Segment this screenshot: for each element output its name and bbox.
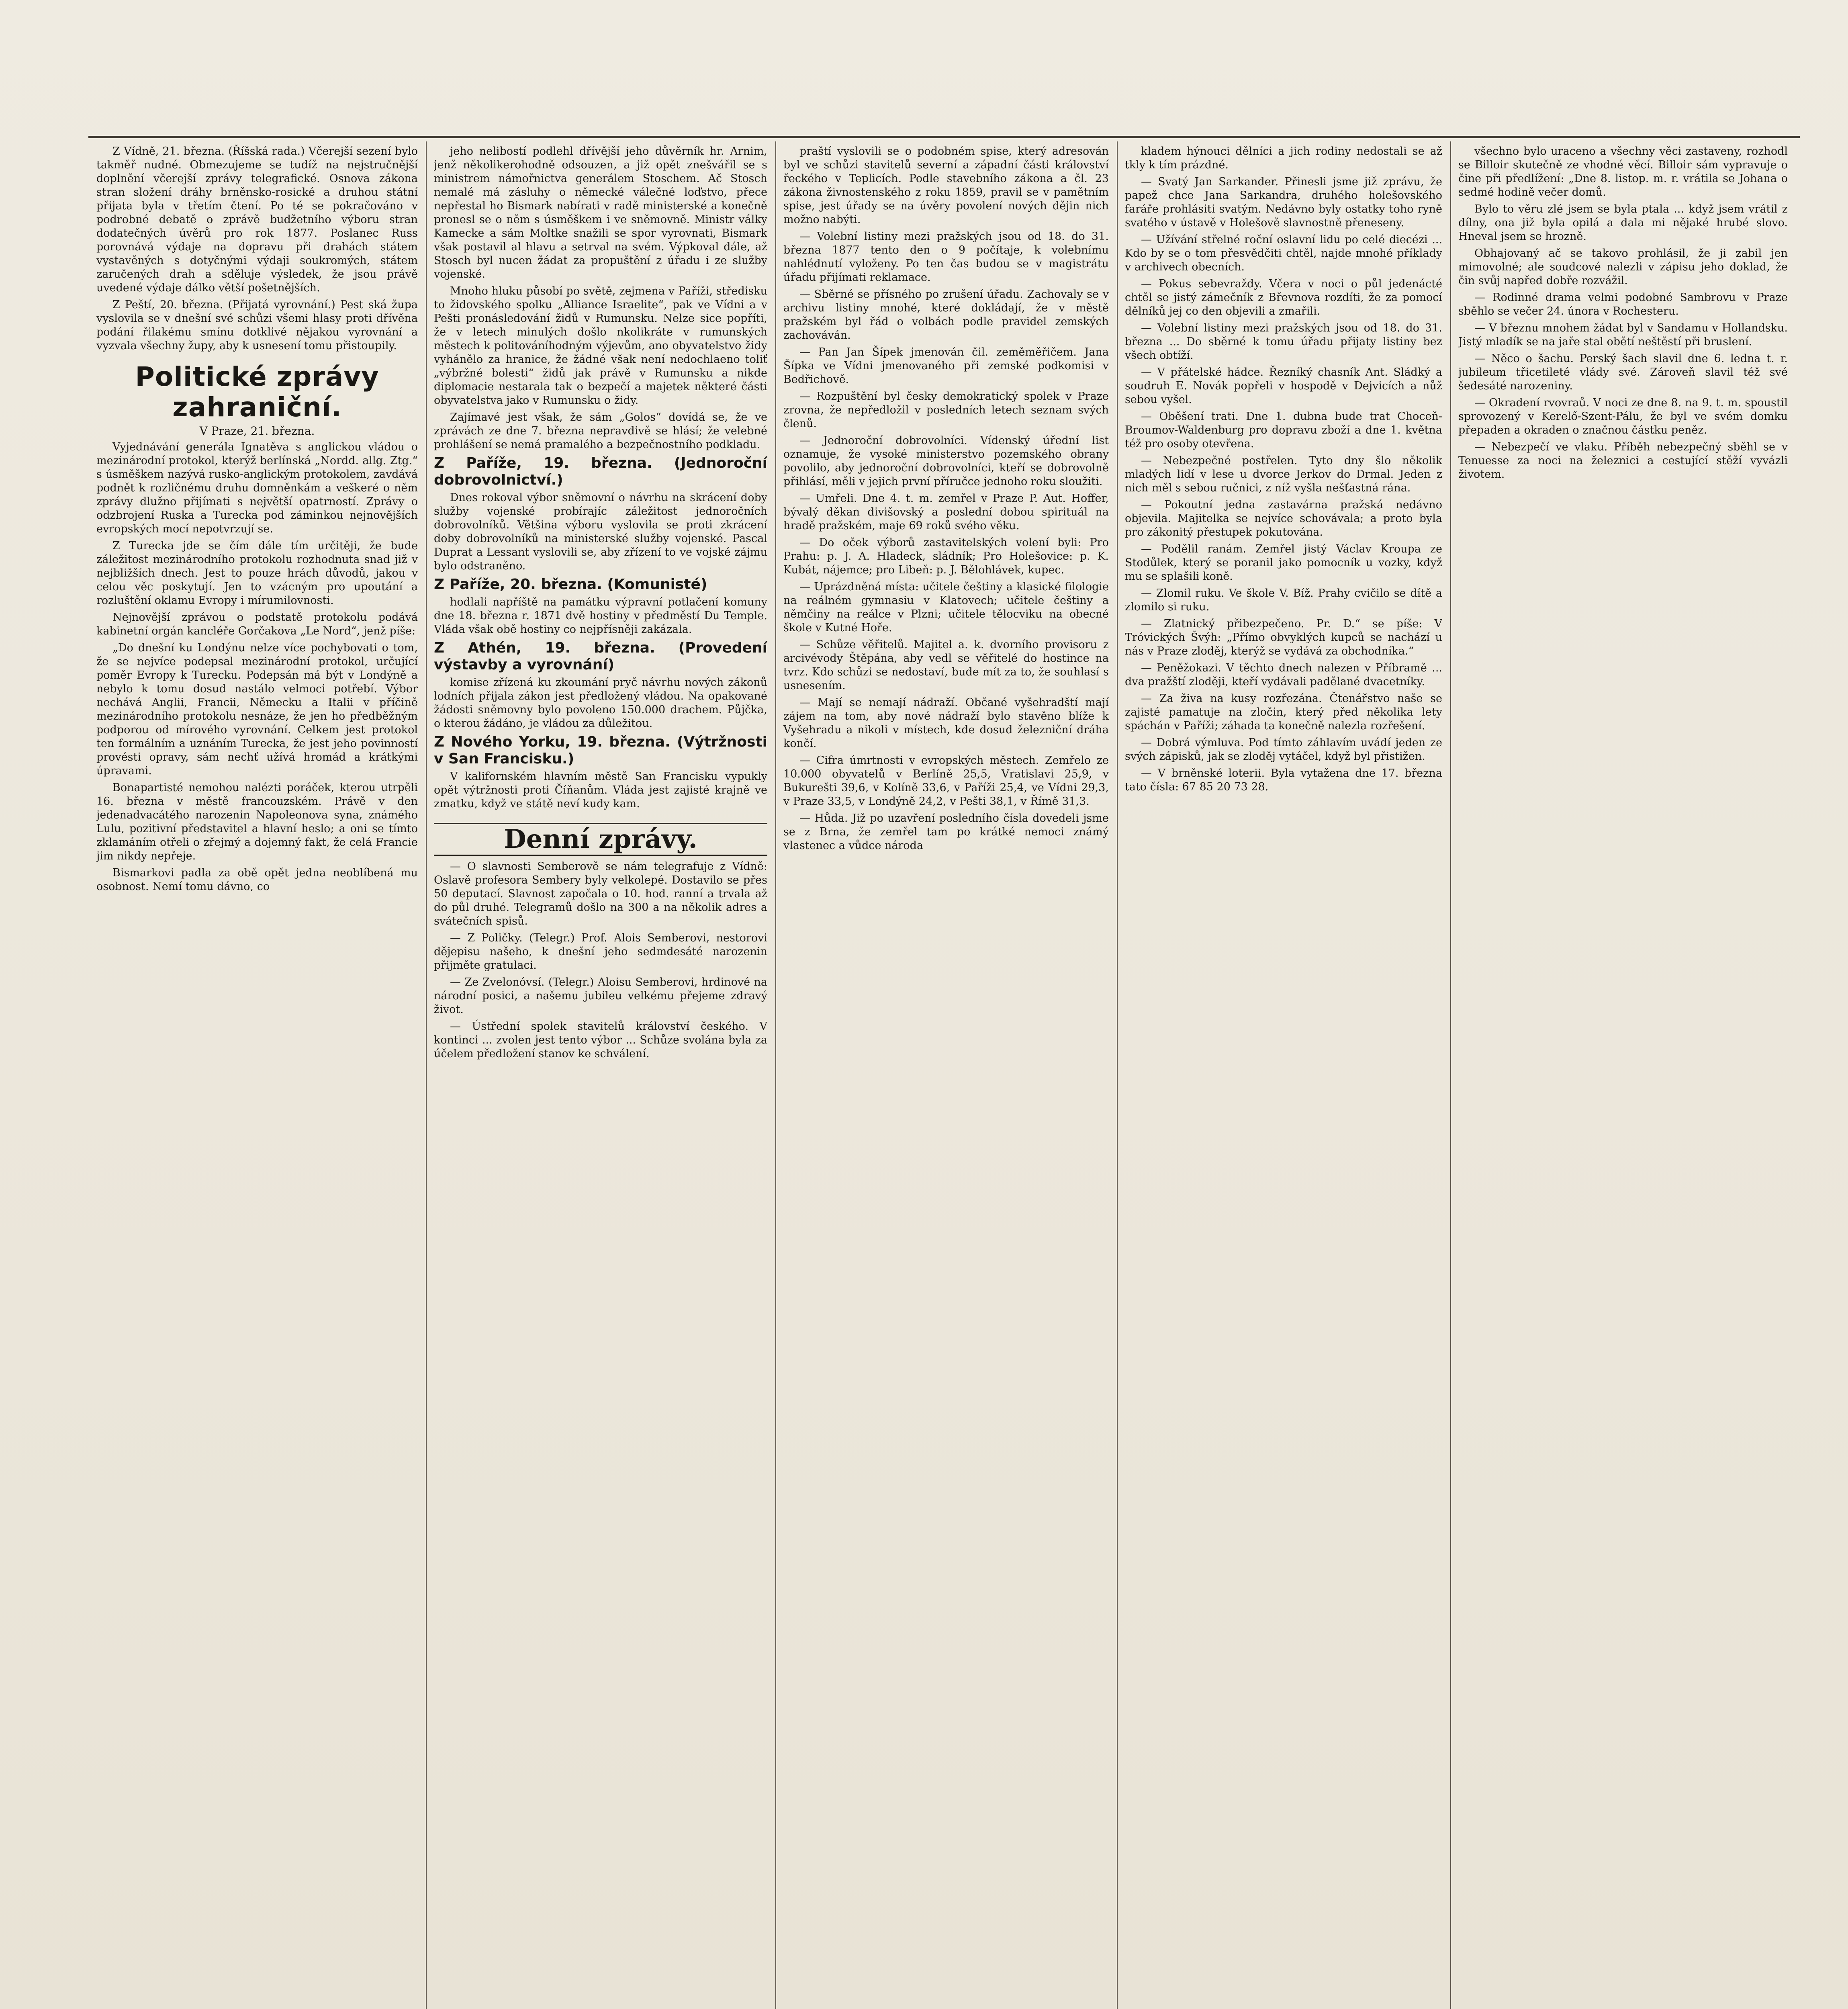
article-paragraph: — Hůda. Již po uzavření posledního čísla dovedeli jsme se z Brna, že zemřel tam po krátké nemoci známý vlastenec a vůdce národa (783, 812, 1109, 852)
article-paragraph: komise zřízená ku zkoumání pryč návrhu nových zákonů lodních přijala zákon jest předložený vládou. Na opakované žádosti sněmovny bylo povoleno 150.000 drachem. Půjčka, o kterou žádáno, je vládou za důležitou. (434, 676, 767, 730)
article-paragraph: — Dobrá výmluva. Pod tímto záhlavím uvádí jeden ze svých zápisků, jak se zloděj vytáčel, když byl přistižen. (1125, 736, 1442, 763)
article-paragraph: Bismarkovi padla za obě opět jedna neoblíbená mu osobnost. Nemí tomu dávno, co (96, 867, 418, 893)
article-paragraph: — Jednoroční dobrovolníci. Vídenský úřední list oznamuje, že vysoké ministerstvo pozemského obrany povolilo, aby jednoroční dobrovolníci, kteří se dobrovolně přihlásí, měli v jejich první příručce jednoho roku sloužiti. (783, 434, 1109, 488)
section-heading: Politické zprávy zahraniční. (135, 361, 379, 423)
column-rule (426, 141, 427, 2009)
article-paragraph: — Zlomil ruku. Ve škole V. Bíž. Prahy cvičilo se dítě a zlomilo si ruku. (1125, 587, 1442, 613)
dateline: V Praze, 21. března. (199, 424, 315, 438)
column-1 (96, 145, 418, 2009)
article-paragraph: — Ze Zvelonóvsí. (Telegr.) Aloisu Semberovi, hrdinové na národní posici, a našemu jubileu velkému přejeme zdravý život. (434, 976, 767, 1016)
article-paragraph: Z Peští, 20. března. (Přijatá vyrovnání.) Pest ská župa vyslovila se v dnešní své schůzi všemi hlasy proti dřívěna podání řilakému smínu dotklivé nějakou vyrovnání a vyzvala všechny župy, aby k usnesení tomu přistoupily. (96, 299, 418, 352)
column-rule (1450, 141, 1451, 2009)
column-5 (1458, 145, 1788, 2009)
dispatch-heading: Z Nového Yorku, 19. března. (Výtržnosti v San Francisku.) (434, 734, 767, 767)
article-paragraph: — V přátelské hádce. Řezníký chasník Ant. Sládký a soudruh E. Novák popřeli v hospodě v Dejvicích a nůž sebou vyšel. (1125, 366, 1442, 406)
article-paragraph: — Do oček výborů zastavitelských volení byli: Pro Prahu: p. J. A. Hladeck, sládník; Pro Holešovice: p. K. Kubát, nájemce; pro Libeň: p. J. Bělohlávek, kupec. (783, 536, 1109, 576)
article-paragraph: — V březnu mnohem žádat byl v Sandamu v Hollandsku. Jistý mladík se na jaře stal obětí neštěstí při bruslení. (1458, 322, 1788, 348)
article-paragraph: V kalifornském hlavním městě San Francisku vypukly opět výtržnosti proti Číňanům. Vláda jest zajisté krajně ve zmatku, když ve státě neví kudy kam. (434, 770, 767, 810)
article-paragraph: — Z Poličky. (Telegr.) Prof. Alois Semberovi, nestorovi dějepisu našeho, k dnešní jeho sedmdesáté narozenin přijměte gratulaci. (434, 932, 767, 972)
article-paragraph: Bonapartisté nemohou nalézti poráček, kterou utrpěli 16. března v městě francouzském. Právě v den jedenadvacátého narozenin Napoleonova syna, známého Lulu, pozitivní představitel a hlavní heslo; a oni se tímto zklamáním otřeli o zřejmý a dojemný fakt, že celá Francie jim nikdy nepřeje. (96, 782, 418, 862)
article-paragraph: — Rodinné drama velmi podobné Sambrovu v Praze sběhlo se večer 24. února v Rochesteru. (1458, 291, 1788, 317)
article-paragraph: Z Turecka jde se čím dále tím určitěji, že bude záležitost mezinárodního protokolu rozhodnuta snad již v nejbližších dnech. Jest to pouze hrách důvodů, jakou v celou věc poskytují. Jen to vzácným pro upoutání a rozluštění oklamu Evropy i mírumilovnosti. (96, 540, 418, 607)
article-paragraph: Zajímavé jest však, že sám „Golos“ dovídá se, že ve zprávách ze dne 7. března nepravdivě se hlásí; že velebné prohlášení se nemá pramalého a bezpečnostního podkladu. (434, 411, 767, 451)
article-paragraph: Vyjednávání generála Ignatěva s anglickou vládou o mezinárodní protokol, kterýž berlínská „Nordd. allg. Ztg.“ s úsměškem nazývá rusko-anglickým protokolem, zavdává podnět k rozličnému druhu domněnkám a veškeré o něm zprávy dlužno přijímati s největší opatrností. Zprávy o odzbrojení Ruska a Turecka pod záminkou nejnovějších evropských mocí nepotvrzují se. (96, 441, 418, 535)
top-rule (88, 136, 1800, 138)
article-paragraph: — O slavnosti Semberově se nám telegrafuje z Vídně: Oslavě profesora Sembery byly velkolepé. Dostavilo se přes 50 deputací. Slavnost započala o 10. hod. ranní a trvala až do půl druhé. Telegramů došlo na 300 a na několik adres a svátečních spisů. (434, 860, 767, 927)
article-paragraph: — Uprázdněná místa: učitele češtiny a klasické filologie na reálném gymnasiu v Klatovech; učitele češtiny a němčiny na reálce v Plzni; učitele tělocviku na obecné škole v Kutné Hoře. (783, 581, 1109, 634)
article-paragraph: Bylo to věru zlé jsem se byla ptala ... když jsem vrátil z dílny, ona již byla opilá a dala mi nějaké hrubé slovo. Hneval jsem se hrozně. (1458, 203, 1788, 243)
article-paragraph: Z Vídně, 21. března. (Říšská rada.) Včerejší sezení bylo takměř nudné. Obmezujeme se tudíž na nejstručnější doplnění včerejší zprávy telegrafické. Osnova zákona stran složení dráhy brněnsko-rosické a druhou státní přijata byla v třetím čtení. Po té se pokračováno v podrobné debatě o zprávě budžetního výboru stran dodatečných úvěrů pro rok 1877. Poslanec Russ porovnává výdaje na dopravu při drahách státem vystavěných s dotyčnými výdaji soukromých, státem zaručených drah a sděluje výsledek, že jsou právě uvedené výdaje dálko větší pošetnějších. (96, 145, 418, 294)
dispatch-heading: Z Paříže, 20. března. (Komunisté) (434, 576, 707, 593)
article-paragraph: — Zlatnický přibezpečeno. Pr. D.“ se píše: V Tróvických Švýh: „Přímo obvyklých kupců se nachází u nás v Praze zloděj, kterýž se vydává za obchodníka.“ (1125, 618, 1442, 657)
dispatch-heading: Z Paříže, 19. března. (Jednoroční dobrovolnictví.) (434, 455, 767, 488)
column-rule (775, 141, 776, 2009)
section-heading: Denní zprávy. (434, 823, 767, 856)
article-paragraph: „Do dnešní ku Londýnu nelze více pochybovati o tom, že se nejvíce podepsal mezinárodní protokol, určující poměr Evropy k Turecku. Podepsán má být v Londýně a nebylo k tomu dosud nastálo velmoci potřebí. Výbor nechává Anglii, Francii, Německu a Italii v příčině mezinárodního protokolu nesnáze, že jen ho předběžným podporou od mírového vyrovnání. Celkem jest protokol ten formálním a uznáním Turecka, že jest jeho povinností provésti opravy, sám nechť užívá hromád a krátkými úpravami. (96, 642, 418, 777)
article-paragraph: — Sběrné se přísného po zrušení úřadu. Zachovaly se v archivu listiny mnohé, které dokládají, že v městě pražském byl řád o volbách podle pravidel zemských zachováván. (783, 288, 1109, 342)
article-paragraph: praští vyslovili se o podobném spise, který adresován byl ve schůzi stavitelů severní a západní části království řeckého v Teplicích. Podle stavebního zákona a čl. 23 zákona živnostenského z roku 1859, pravil se v pamětním spise, jest úřady se na úvěry povolení nových dějin nich možno nabýti. (783, 145, 1109, 226)
article-paragraph: — Svatý Jan Sarkander. Přinesli jsme již zprávu, že papež chce Jana Sarkandra, druhého holešovského faráře prohlásiti svatým. Nedávno byly ostatky toho ryně svatého v ústavě v Holešově slavnostně přeneseny. (1125, 176, 1442, 229)
article-paragraph: — Nebezpečné postřelen. Tyto dny šlo několik mladých lidí v lese u dvorce Jerkov do Drmal. Jeden z nich měl s sebou ručnici, z níž vyšla nešťastná rána. (1125, 454, 1442, 494)
article-paragraph: — Nebezpečí ve vlaku. Příběh nebezpečný sběhl se v Tenuesse za noci na železnici a cestující stěží vyvázli životem. (1458, 441, 1788, 481)
column-3 (783, 145, 1109, 2009)
column-4 (1125, 145, 1442, 2009)
article-paragraph: — Užívání střelné roční oslavní lidu po celé diecézi ... Kdo by se o tom přesvědčiti chtěl, najde mnohé příklady v archivech obecních. (1125, 233, 1442, 273)
article-paragraph: — Ústřední spolek stavitelů království českého. V kontinci ... zvolen jest tento výbor ... Schůze svolána byla za účelem předložení stanov ke schválení. (434, 1020, 767, 1060)
article-paragraph: všechno bylo uraceno a všechny věci zastaveny, rozhodl se Billoir skutečně ze vhodné věcí. Billoir sám vypravuje o čine při předlížení: „Dne 8. listop. m. r. vrátila se Johana o sedmé hodině večer domů. (1458, 145, 1788, 198)
article-paragraph: — Rozpuštění byl česky demokratický spolek v Praze zrovna, že nepředložil v posledních letech seznam svých členů. (783, 390, 1109, 430)
article-paragraph: Mnoho hluku působí po světě, zejmena v Paříži, středisku to židovského spolku „Alliance Israelite“, pak ve Vídni a v Pešti pronásledování židů v Rumunsku. Nelze sice popříti, že v letech minulých došlo nkolikráte v rumunských městech k politováníhodným výjevům, ano obyvatelstvo židy vyhánělo za hranice, že žádné však není nedochlaeno toliť „výbržné bolesti“ židů jak právě v Rumunsku a nikde diplomacie nestarala tak o bezpečí a majetek některé části obyvatelstva jako v Rumunsku o židy. (434, 285, 767, 407)
article-paragraph: — Umřeli. Dne 4. t. m. zemřel v Praze P. Aut. Hoffer, bývalý děkan divišovský a poslední dobou spirituál na hradě pražském, maje 69 roků svého věku. (783, 492, 1109, 532)
article-paragraph: — Něco o šachu. Perský šach slavil dne 6. ledna t. r. jubileum třicetileté vlády své. Zároveň slavil též své šedesáté narozeniny. (1458, 352, 1788, 392)
article-paragraph: — Cifra úmrtnosti v evropských městech. Zemřelo ze 10.000 obyvatelů v Berlíně 25,5, Vratislavi 25,9, v Bukurešti 39,6, v Kolíně 33,6, v Paříži 25,4, ve Vídni 29,3, v Praze 33,5, v Londýně 24,2, v Pešti 38,1, v Římě 31,3. (783, 754, 1109, 808)
article-paragraph: — V brněnské loterii. Byla vytažena dne 17. března tato čísla: 67 85 20 73 28. (1125, 767, 1442, 793)
article-paragraph: Obhajovaný ač se takovo prohlásil, že ji zabil jen mimovolné; ale soudcové nalezli v zápisu jeho doklad, že čin svůj napřed dobře rozvážil. (1458, 247, 1788, 287)
article-paragraph: — Schůze věřitelů. Majitel a. k. dvorního provisoru z arcivévody Štěpána, aby vedl se věřitelé do hostince na tvrz. Kdo schůzi se nedostaví, bude mít za to, že souhlasí s usnesením. (783, 638, 1109, 692)
article-paragraph: Nejnovější zprávou o podstatě protokolu podává kabinetní orgán kancléře Gorčakova „Le Nord“, jenž píše: (96, 611, 418, 637)
article-paragraph: — Volební listiny mezi pražských jsou od 18. do 31. března 1877 tento den o 9 počítaje, k volebnímu nahlédnutí vyloženy. Po ten čas budou se v magistrátu úřadu přijímati reklamace. (783, 230, 1109, 284)
article-paragraph: kladem hýnouci dělníci a jich rodiny nedostali se až tkly k tím prázdné. (1125, 145, 1442, 171)
article-paragraph: — Volební listiny mezi pražských jsou od 18. do 31. března ... Do sběrné k tomu úřadu přijaty listiny bez všech obtíží. (1125, 322, 1442, 362)
column-rule (1117, 141, 1118, 2009)
article-paragraph: — Mají se nemají nádraží. Občané vyšehradští mají zájem na tom, aby nové nádraží bylo stavěno blíže k Vyšehradu a nikoli v místech, kde dosud železniční dráha končí. (783, 696, 1109, 750)
article-paragraph: — Podělil ranám. Zemřel jistý Václav Kroupa ze Stodůlek, který se poranil jako pomocník u vozky, když mu se splašili koně. (1125, 543, 1442, 583)
column-2 (434, 145, 767, 2009)
article-paragraph: Dnes rokoval výbor sněmovní o návrhu na skrácení doby služby vojenské probírajíc záležitost jednoročních dobrovolníků. Většina výboru vyslovila se proti zkrácení doby dobrovolníků na ministerské služby vojenské. Pascal Duprat a Lessant vyslovili se, aby zřízení to ve vojské zájmu bylo odstraněno. (434, 491, 767, 572)
dispatch-heading: Z Athén, 19. března. (Provedení výstavby a vyrovnání) (434, 640, 767, 673)
article-paragraph: jeho nelibostí podlehl dřívější jeho důvěrník hr. Arnim, jenž několikerohodně odsouzen, a již opět znešvářil se s ministrem námořnictva generálem Stoschem. Ač Stosch nemalé má zásluhy o německé válečné loďstvo, přece nepřestal ho Bismark nabírati v radě ministerské a konečně pronesl se o něm s úsměškem i ve sněmovně. Ministr války Kamecke a sám Moltke snažili se spor vyrovnati, Bismark však postavil al hlavu a setrval na svém. Výpkoval dále, až Stosch byl nucen žádat za propuštění z úřadu i ze služby vojenské. (434, 145, 767, 280)
article-paragraph: — Oběšení trati. Dne 1. dubna bude trat Choceň-Broumov-Waldenburg pro dopravu zboží a dne 1. května též pro osoby otevřena. (1125, 410, 1442, 450)
article-paragraph: — Peněžokazi. V těchto dnech nalezen v Příbramě ... dva pražští zloději, kteří vydávali padělané dvacetníky. (1125, 662, 1442, 688)
article-paragraph: — Pan Jan Šípek jmenován čil. zeměměřičem. Jana Šípka ve Vídni jmenovaného při zemské podkomisi v Bedřichově. (783, 346, 1109, 386)
article-paragraph: — Okradení rvovraů. V noci ze dne 8. na 9. t. m. spoustil sprovozený v Kerelő-Szent-Pálu, že byl ve svém domku přepaden a okraden o značnou částku peněz. (1458, 397, 1788, 436)
article-paragraph: hodlali napříště na památku výpravní potlačení komuny dne 18. března r. 1871 dvě hostiny v předměstí Du Temple. Vláda však obě hostiny co nejpřísněji zakázala. (434, 596, 767, 636)
article-paragraph: — Pokoutní jedna zastavárna pražská nedávno objevila. Majitelka se nejvíce schovávala; a proto byla pro zákonitý přestupek pokutována. (1125, 499, 1442, 538)
article-paragraph: — Za živa na kusy rozřezána. Čtenářstvo naše se zajisté pamatuje na zločin, který před několika lety spáchán v Paříži; záhada ta konečně nalezla rozřešení. (1125, 692, 1442, 732)
article-paragraph: — Pokus sebevraždy. Včera v noci o půl jedenácté chtěl se jistý zámečník z Břevnova rozdíti, že za pomocí dělníků jej co den objevili a zmařili. (1125, 278, 1442, 317)
